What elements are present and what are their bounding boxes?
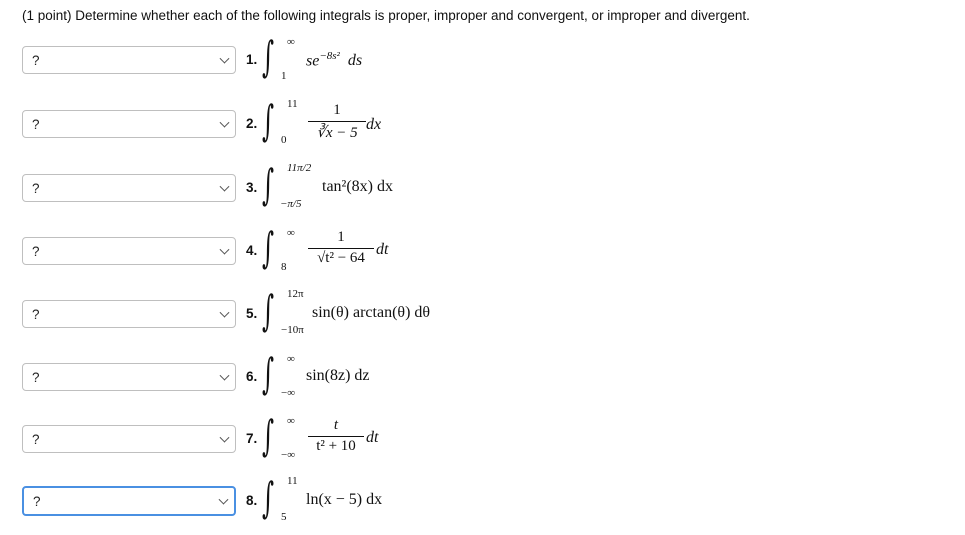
integrand: sin(θ) arctan(θ) dθ: [312, 304, 431, 321]
numerator: 1: [337, 229, 345, 245]
problem-prompt: (1 point) Determine whether each of the following integrals is proper, improper and convergent, or improper and divergent.: [22, 8, 750, 23]
lower-limit: 8: [281, 261, 287, 273]
upper-limit: ∞: [287, 415, 295, 427]
integral-sign: ∫: [262, 411, 275, 460]
question-row-5: [0, 284, 965, 348]
differential: dt: [376, 241, 389, 258]
differential: ds: [347, 52, 363, 70]
upper-limit: 11: [287, 475, 298, 487]
answer-select-2[interactable]: [22, 110, 236, 138]
lower-limit: −10π: [281, 324, 304, 336]
chevron-down-icon: [220, 433, 230, 443]
question-row-8: [0, 471, 965, 535]
integral-sign: ∫: [262, 96, 275, 145]
differential: dt: [366, 429, 379, 446]
answer-select-value: ?: [32, 243, 40, 259]
lower-limit: −∞: [281, 387, 296, 399]
chevron-down-icon: [220, 308, 230, 318]
chevron-down-icon: [219, 495, 229, 505]
differential: dx: [366, 116, 382, 133]
answer-select-8[interactable]: [22, 486, 236, 516]
fraction: [308, 417, 364, 461]
answer-select-value: ?: [32, 306, 40, 322]
integral-sign: ∫: [262, 160, 275, 209]
answer-select-4[interactable]: [22, 237, 236, 265]
fraction: [308, 229, 374, 273]
answer-select-value: ?: [32, 431, 40, 447]
lower-limit: 0: [281, 134, 287, 146]
question-number: 7.: [246, 431, 258, 446]
chevron-down-icon: [220, 245, 230, 255]
integral-sign: ∫: [262, 223, 275, 272]
question-row-1: [0, 30, 965, 94]
answer-select-5[interactable]: [22, 300, 236, 328]
upper-limit: 11: [287, 98, 298, 110]
upper-limit: ∞: [287, 36, 295, 48]
question-number: 5.: [246, 306, 258, 321]
integrand-exponent: −8s²: [319, 50, 340, 62]
integral-sign: ∫: [262, 32, 275, 81]
answer-select-value: ?: [32, 369, 40, 385]
lower-limit: 1: [281, 70, 287, 82]
question-number: 1.: [246, 52, 258, 67]
question-row-4: [0, 221, 965, 285]
chevron-down-icon: [220, 371, 230, 381]
denominator: √t² − 64: [317, 250, 365, 266]
answer-select-7[interactable]: [22, 425, 236, 453]
question-row-3: [0, 158, 965, 222]
integrand: ln(x − 5) dx: [306, 491, 383, 508]
answer-select-value: ?: [32, 180, 40, 196]
lower-limit: −π/5: [280, 198, 302, 210]
chevron-down-icon: [220, 182, 230, 192]
integral-sign: ∫: [262, 473, 275, 522]
fraction-bar: [308, 248, 374, 249]
denominator: ∛x − 5: [316, 125, 358, 141]
integrand: tan²(8x) dx: [322, 178, 393, 195]
question-number: 6.: [246, 369, 258, 384]
numerator: 1: [333, 102, 341, 118]
question-row-6: [0, 347, 965, 411]
denominator: t² + 10: [316, 438, 356, 454]
fraction-bar: [308, 121, 366, 122]
integrand: sin(8z) dz: [306, 367, 370, 384]
fraction-bar: [308, 436, 364, 437]
answer-select-value: ?: [32, 116, 40, 132]
question-number: 4.: [246, 243, 258, 258]
answer-select-3[interactable]: [22, 174, 236, 202]
integral-sign: ∫: [262, 349, 275, 398]
fraction: [308, 102, 366, 146]
answer-select-6[interactable]: [22, 363, 236, 391]
question-row-7: [0, 409, 965, 473]
upper-limit: ∞: [287, 227, 295, 239]
upper-limit: 11π/2: [287, 162, 312, 174]
integrand: [306, 50, 362, 70]
answer-select-1[interactable]: [22, 46, 236, 74]
integral-sign: ∫: [262, 286, 275, 335]
question-number: 8.: [246, 493, 258, 508]
chevron-down-icon: [220, 118, 230, 128]
upper-limit: ∞: [287, 353, 295, 365]
question-number: 2.: [246, 116, 258, 131]
answer-select-value: ?: [33, 493, 41, 509]
integrand-base: se: [306, 52, 320, 70]
question-row-2: [0, 94, 965, 158]
lower-limit: −∞: [281, 449, 296, 461]
numerator: t: [333, 417, 339, 433]
lower-limit: 5: [281, 511, 287, 523]
upper-limit: 12π: [287, 288, 304, 300]
answer-select-value: ?: [32, 52, 40, 68]
chevron-down-icon: [220, 54, 230, 64]
question-number: 3.: [246, 180, 258, 195]
